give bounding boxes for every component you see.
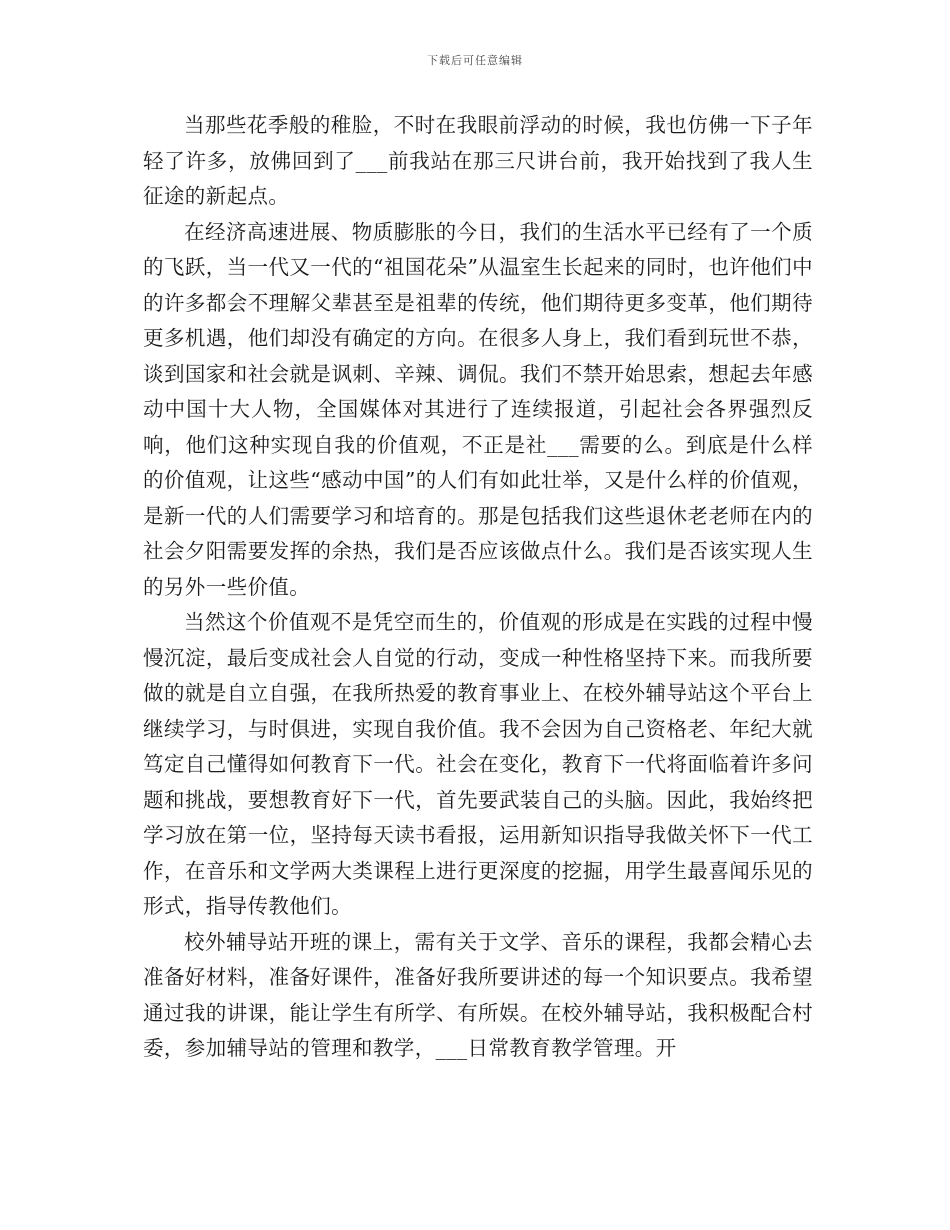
paragraph-2: 在经济高速进展、物质膨胀的今日，我们的生活水平已经有了一个质的飞跃，当一代又一代的“祖国花朵”从温室生长起来的同时，也许他们中的许多都会不理解父辈甚至是祖辈的传统，他们期待更多变革，他们期待更多机遇，他们却没有确定的方向。在很多人身上，我们看到玩世不恭，谈到国家和社会就是讽刺、辛辣、调侃。我们不禁开始思索，想起去年感动中国十大人物，全国媒体对其进行了连续报道，引起社会各界强烈反响，他们这种实现自我的价值观，不正是社___需要的么。到底是什么样的价值观，让这些“感动中国”的人们有如此壮举，又是什么样的价值观，是新一代的人们需要学习和培育的。那是包括我们这些退休老老师在内的社会夕阳需要发挥的余热，我们是否应该做点什么。我们是否该实现人生的另外一些价值。 — [143, 219, 813, 599]
page-header: 下载后可任意编辑 — [427, 54, 523, 67]
document-body — [143, 108, 813, 1067]
paragraph-1: 当那些花季般的稚脸，不时在我眼前浮动的时候，我也仿佛一下子年轻了许多，放佛回到了___前我站在那三尺讲台前，我开始找到了我人生征途的新起点。 — [143, 113, 813, 208]
paragraph-3: 当然这个价值观不是凭空而生的，价值观的形成是在实践的过程中慢慢沉淀，最后变成社会人自觉的行动，变成一种性格坚持下来。而我所要做的就是自立自强，在我所热爱的教育事业上、在校外辅导站这个平台上继续学习，与时俱进，实现自我价值。我不会因为自己资格老、年纪大就笃定自己懂得如何教育下一代。社会在变化，教育下一代将面临着许多问题和挑战，要想教育好下一代，首先要武装自己的头脑。因此，我始终把学习放在第一位，坚持每天读书看报，运用新知识指导我做关怀下一代工作，在音乐和文学两大类课程上进行更深度的挖掘，用学生最喜闻乐见的形式，指导传教他们。 — [143, 610, 813, 918]
paragraph-4: 校外辅导站开班的课上，需有关于文学、音乐的课程，我都会精心去准备好材料，准备好课件，准备好我所要讲述的每一个知识要点。我希望通过我的讲课，能让学生有所学、有所娱。在校外辅导站，我积极配合村委，参加辅导站的管理和教学，___日常教育教学管理。开 — [143, 929, 813, 1060]
